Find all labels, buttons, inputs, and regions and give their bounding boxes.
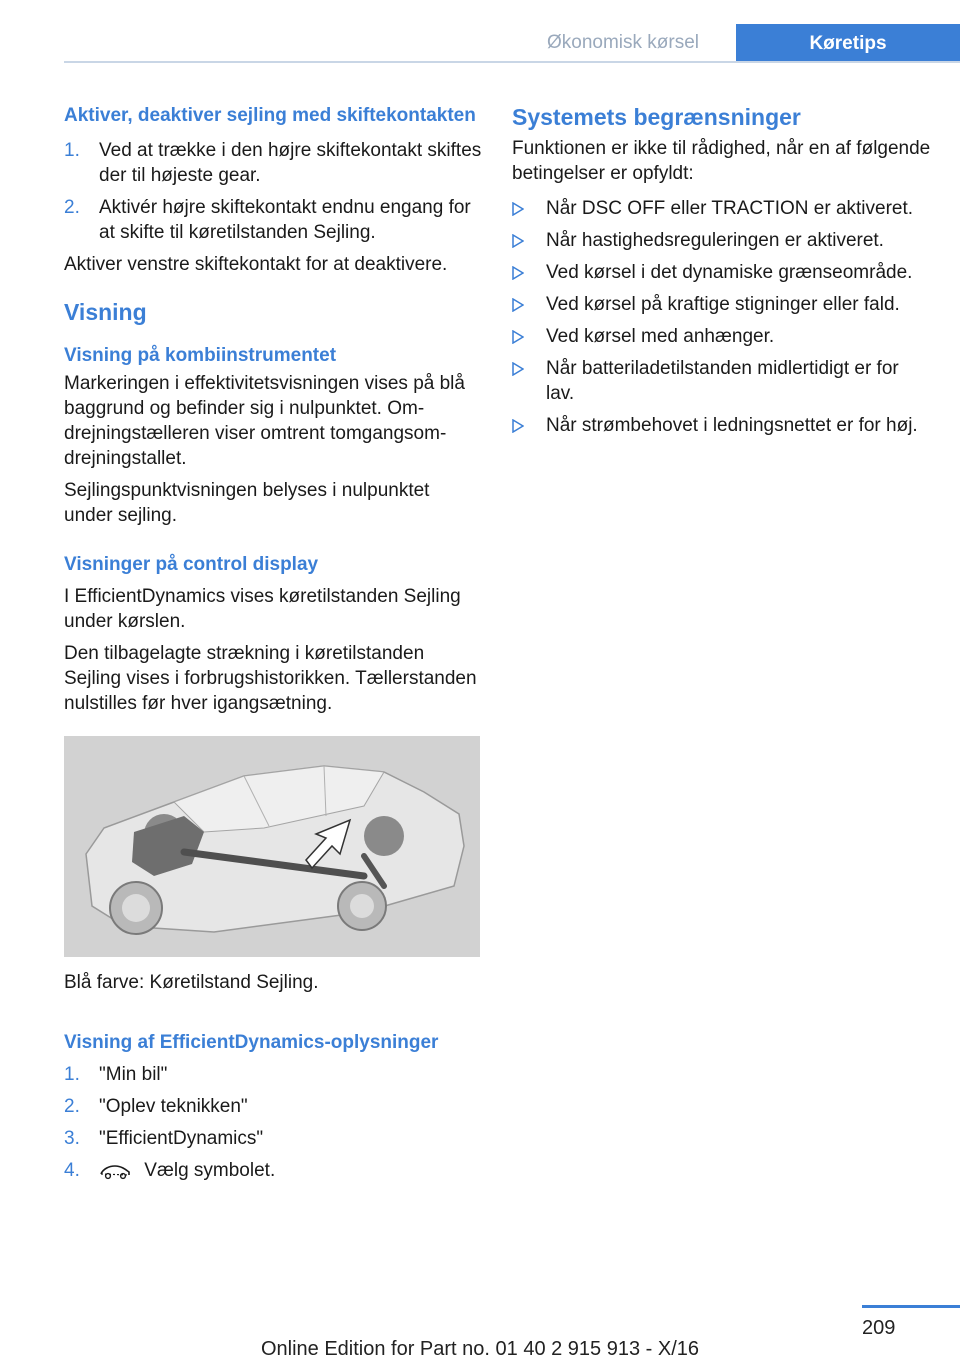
step-number: 2. [64, 197, 80, 218]
step-number: 3. [64, 1128, 80, 1149]
limits-list [512, 196, 932, 438]
list-item [512, 356, 932, 406]
header-chapter-tab: Køretips [736, 24, 960, 63]
heading-sailing-activate: Aktiver, deaktiver sejling med skiftekontakten [64, 105, 476, 126]
header-divider [64, 61, 960, 63]
list-item [512, 228, 932, 253]
footer-edition: Online Edition for Part no. 01 40 2 915 913 - X/16 [260, 1338, 700, 1360]
step-text: Ved at trække i den højre skiftekontakt skiftes der til højeste gear. [99, 140, 482, 186]
limit-text: Når batteriladetilstanden midlertidigt er for lav. [546, 358, 899, 404]
list-item [64, 1126, 482, 1151]
limit-text: Når strømbehovet i ledningsnettet er for høj. [546, 415, 918, 436]
step-number: 1. [64, 1064, 80, 1085]
right-column [512, 103, 932, 438]
step-text: "EfficientDynamics" [99, 1128, 264, 1149]
list-item [64, 1094, 482, 1119]
heading-system-limits: Systemets begrænsninger [512, 104, 801, 130]
list-item [512, 292, 932, 317]
list-item [512, 413, 932, 438]
heading-control-display: Visninger på control display [64, 554, 319, 575]
heading-efficientdynamics: Visning af EfficientDynamics-oplysninger [64, 1032, 439, 1053]
heading-visning: Visning [64, 299, 147, 325]
sailing-steps-list [64, 138, 482, 245]
limit-text: Ved kørsel med anhænger. [546, 326, 775, 347]
list-item [64, 1158, 482, 1187]
step-number: 2. [64, 1096, 80, 1117]
car-drivetrain-image [64, 736, 480, 957]
list-item [64, 1062, 482, 1087]
page-number-rule [862, 1305, 960, 1308]
list-item [512, 196, 932, 221]
page-number: 209 [862, 1317, 896, 1339]
kombi-paragraph-2: Sejlingspunktvisningen belyses i nulpunktet under sejling. [64, 480, 430, 526]
step-text: "Min bil" [99, 1064, 168, 1085]
list-item [64, 138, 482, 188]
step-text: Aktivér højre skiftekontakt endnu engang for at skifte til køretilstanden Sejling. [99, 197, 471, 243]
triangle-right-icon [512, 419, 524, 433]
step-number: 1. [64, 140, 80, 161]
step-number: 4. [64, 1160, 80, 1181]
image-caption: Blå farve: Køretilstand Sejling. [64, 972, 319, 993]
triangle-right-icon [512, 362, 524, 376]
efficientdynamics-steps-list [64, 1062, 482, 1187]
triangle-right-icon [512, 266, 524, 280]
deactivate-text: Aktiver venstre skiftekontakt for at deaktivere. [64, 254, 448, 275]
list-item [512, 260, 932, 285]
limit-text: Når DSC OFF eller TRACTION er aktiveret. [546, 198, 914, 219]
list-item [64, 195, 482, 245]
list-item [512, 324, 932, 349]
triangle-right-icon [512, 234, 524, 248]
car-icon [99, 1162, 131, 1187]
kombi-paragraph-1: Markeringen i effektivitetsvisningen vises på blå baggrund og befinder sig i nulpunktet. Omdrejningstælleren viser omtrent tomgangsomdrejningstallet. [64, 373, 465, 469]
triangle-right-icon [512, 202, 524, 216]
triangle-right-icon [512, 298, 524, 312]
limit-text: Ved kørsel i det dynamiske grænseområde. [546, 262, 913, 283]
step-text: Vælg symbolet. [144, 1160, 276, 1181]
header-section-label: Økonomisk kørsel [546, 32, 700, 53]
triangle-right-icon [512, 330, 524, 344]
car-illustration [64, 736, 480, 957]
limit-text: Når hastighedsreguleringen er aktiveret. [546, 230, 884, 251]
heading-kombi: Visning på kombiinstrumentet [64, 345, 337, 366]
step-text: "Oplev teknikken" [99, 1096, 248, 1117]
control-paragraph-2: Den tilbagelagte strækning i køretilstanden Sejling vises i forbrugshistorikken. Tællerstanden nulstilles før hver igangsætning. [64, 643, 477, 714]
limits-intro: Funktionen er ikke til rådighed, når en af følgende betingelser er opfyldt: [512, 138, 931, 184]
control-paragraph-1: I EfficientDynamics vises køretilstanden Sejling under kørslen. [64, 586, 461, 632]
limit-text: Ved kørsel på kraftige stigninger eller fald. [546, 294, 900, 315]
left-column [64, 103, 482, 1187]
